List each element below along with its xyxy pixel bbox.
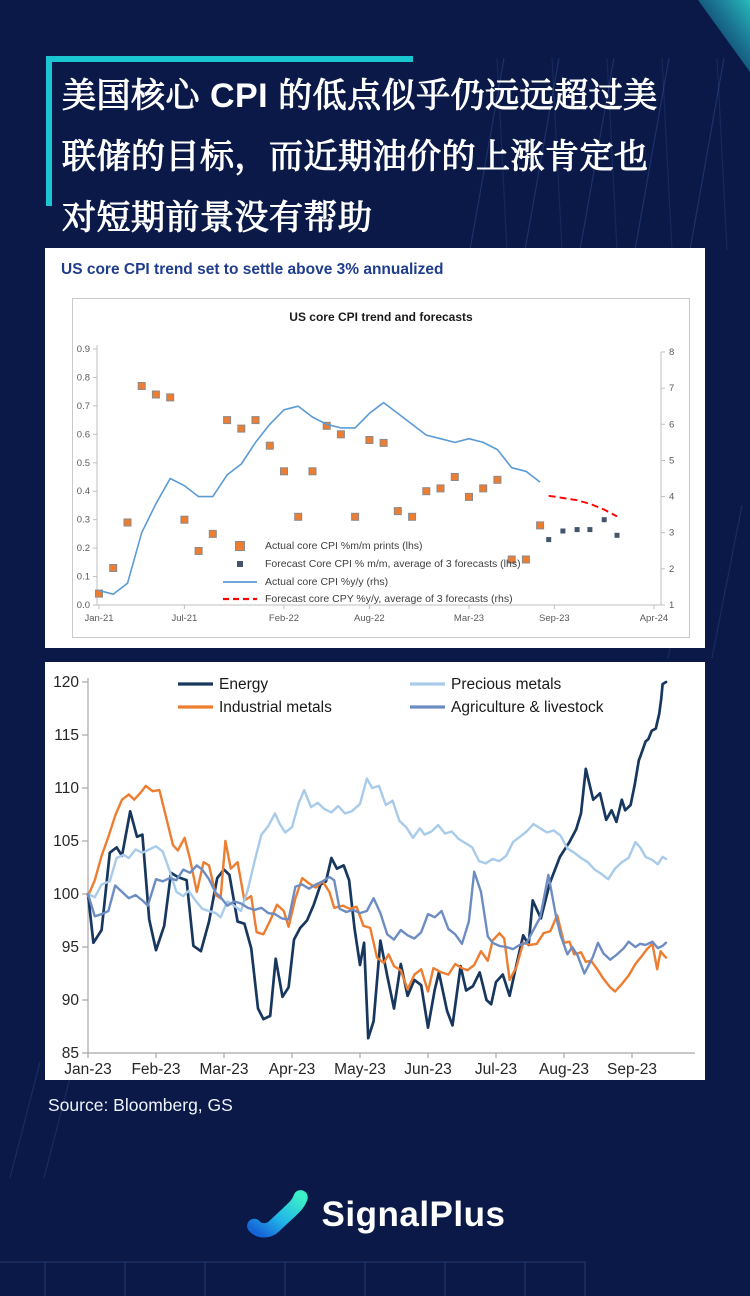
svg-text:120: 120 xyxy=(53,674,79,691)
svg-text:8: 8 xyxy=(669,347,675,358)
svg-text:Apr-23: Apr-23 xyxy=(268,1061,316,1078)
brand-footer xyxy=(0,1186,750,1244)
headline-line-2: 联储的目标，而近期油价的上涨肯定也 xyxy=(62,138,649,176)
commodity-legend xyxy=(178,676,604,716)
svg-text:Feb-22: Feb-22 xyxy=(268,613,300,624)
svg-text:110: 110 xyxy=(54,780,79,797)
svg-text:0.2: 0.2 xyxy=(76,543,90,555)
svg-text:6: 6 xyxy=(669,419,675,431)
svg-text:95: 95 xyxy=(61,939,79,956)
commodity-axes xyxy=(82,678,695,1058)
svg-text:Forecast Core CPI % m/m, avera: Forecast Core CPI % m/m, average of 3 forecasts (lhs) xyxy=(265,558,521,570)
commodity-chart xyxy=(45,662,705,1080)
svg-text:0.7: 0.7 xyxy=(76,400,90,412)
svg-text:Apr-24: Apr-24 xyxy=(639,613,669,624)
svg-text:Aug-22: Aug-22 xyxy=(354,613,385,624)
series-energy xyxy=(88,682,666,1038)
svg-text:90: 90 xyxy=(61,992,79,1009)
svg-text:Mar-23: Mar-23 xyxy=(453,613,485,624)
svg-text:Jan-23: Jan-23 xyxy=(64,1061,112,1078)
svg-text:85: 85 xyxy=(61,1045,79,1062)
cpi-right-tick-labels xyxy=(669,347,674,611)
svg-text:May-23: May-23 xyxy=(334,1061,386,1078)
headline-line-3: 对短期前景没有帮助 xyxy=(62,199,373,237)
cpi-x-tick-labels xyxy=(84,613,668,624)
svg-text:Jul-23: Jul-23 xyxy=(474,1061,518,1078)
svg-text:4: 4 xyxy=(669,491,675,503)
headline-accent-top-bar xyxy=(46,56,413,62)
headline-line-1: 美国核心 CPI 的低点似乎仍远远超过美 xyxy=(62,77,658,115)
cpi-chart-frame xyxy=(72,298,690,638)
svg-text:Jul-21: Jul-21 xyxy=(171,613,198,624)
svg-text:Industrial metals: Industrial metals xyxy=(219,699,332,716)
bottom-grid xyxy=(0,1262,586,1296)
svg-text:0.6: 0.6 xyxy=(76,429,90,441)
svg-text:0.5: 0.5 xyxy=(76,457,90,469)
svg-text:0.0: 0.0 xyxy=(76,600,90,611)
svg-text:5: 5 xyxy=(669,455,675,467)
cpi-legend xyxy=(223,540,521,605)
svg-text:Energy: Energy xyxy=(219,676,269,693)
svg-text:Aug-23: Aug-23 xyxy=(539,1061,589,1078)
svg-text:Forecast core CPY %y/y, averag: Forecast core CPY %y/y, average of 3 forecasts (rhs) xyxy=(265,593,513,605)
series-forecast-core-cpi-m-m-average-of-3-forecasts-lhs xyxy=(546,517,619,542)
svg-text:0.3: 0.3 xyxy=(76,514,90,526)
cpi-chart xyxy=(73,299,689,637)
headline-text xyxy=(46,56,706,249)
commodity-x-tick-labels xyxy=(64,1061,657,1078)
series-forecast-core-cpy-y-y-average-of-3-forecasts-rhs xyxy=(549,496,617,517)
svg-text:105: 105 xyxy=(53,833,79,850)
svg-text:7: 7 xyxy=(669,383,675,395)
svg-text:2: 2 xyxy=(669,563,675,575)
svg-text:Mar-23: Mar-23 xyxy=(199,1061,249,1078)
headline-banner xyxy=(46,56,706,249)
source-caption: Source: Bloomberg, GS xyxy=(48,1095,233,1115)
commodity-chart-panel xyxy=(45,662,705,1080)
svg-text:Actual core CPI %y/y (rhs): Actual core CPI %y/y (rhs) xyxy=(265,576,389,588)
svg-text:Jun-23: Jun-23 xyxy=(404,1061,452,1078)
cpi-chart-title: US core CPI trend and forecasts xyxy=(289,310,473,324)
svg-text:0.8: 0.8 xyxy=(76,372,90,384)
cpi-chart-panel xyxy=(45,248,705,648)
svg-text:0.9: 0.9 xyxy=(76,344,90,355)
svg-text:0.1: 0.1 xyxy=(76,571,90,583)
svg-text:Feb-23: Feb-23 xyxy=(131,1061,181,1078)
signalplus-logo-icon xyxy=(245,1186,309,1244)
svg-text:Sep-23: Sep-23 xyxy=(607,1061,657,1078)
svg-text:100: 100 xyxy=(53,886,79,903)
commodity-y-tick-labels xyxy=(53,674,79,1062)
svg-text:Sep-23: Sep-23 xyxy=(539,613,570,624)
cpi-left-tick-labels xyxy=(77,344,90,611)
svg-text:Precious metals: Precious metals xyxy=(451,676,562,693)
svg-text:1: 1 xyxy=(669,600,675,611)
svg-text:Actual core CPI %m/m prints (l: Actual core CPI %m/m prints (lhs) xyxy=(265,540,423,552)
brand-name: SignalPlus xyxy=(321,1195,506,1234)
svg-text:0.4: 0.4 xyxy=(76,486,90,498)
headline-accent-left-bar xyxy=(46,56,52,206)
cpi-panel-title: US core CPI trend set to settle above 3% annualized xyxy=(61,261,444,278)
svg-text:115: 115 xyxy=(54,727,79,744)
svg-text:Jan-21: Jan-21 xyxy=(84,613,114,624)
svg-text:3: 3 xyxy=(669,527,675,539)
svg-text:Agriculture & livestock: Agriculture & livestock xyxy=(451,699,604,716)
